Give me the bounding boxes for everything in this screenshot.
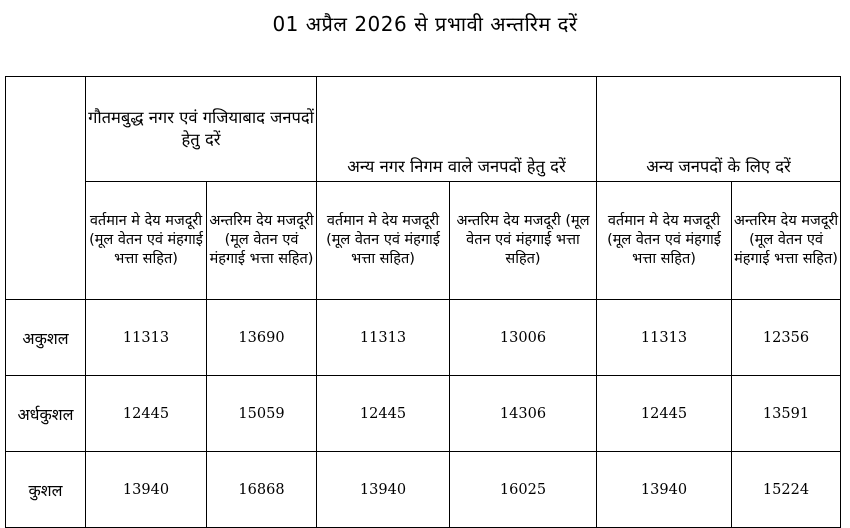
group-header-other-districts: अन्य जनपदों के लिए दरें <box>597 77 841 182</box>
subheader-current-wage: वर्तमान मे देय मजदूरी (मूल वेतन एवं मंहगाई भत्ता सहित) <box>86 182 207 300</box>
wage-value: 13006 <box>450 300 597 376</box>
row-label: अकुशल <box>6 300 86 376</box>
wage-value: 16868 <box>207 452 317 528</box>
wage-value: 12356 <box>732 300 841 376</box>
wage-value: 13591 <box>732 376 841 452</box>
wage-value: 13690 <box>207 300 317 376</box>
wage-value: 12445 <box>86 376 207 452</box>
group-header-row <box>6 77 841 182</box>
wage-rates-table <box>5 76 841 528</box>
row-label: कुशल <box>6 452 86 528</box>
corner-cell <box>6 77 86 300</box>
page-title: 01 अप्रैल 2026 से प्रभावी अन्तरिम दरें <box>272 12 578 36</box>
wage-value: 11313 <box>317 300 450 376</box>
wage-value: 12445 <box>317 376 450 452</box>
group-header-other-municipal: अन्य नगर निगम वाले जनपदों हेतु दरें <box>317 77 597 182</box>
wage-value: 13940 <box>597 452 732 528</box>
wage-value: 13940 <box>317 452 450 528</box>
subheader-interim-wage: अन्तरिम देय मजदूरी (मूल वेतन एवं मंहगाई भत्ता सहित) <box>207 182 317 300</box>
wage-value: 14306 <box>450 376 597 452</box>
subheader-current-wage: वर्तमान मे देय मजदूरी (मूल वेतन एवं मंहगाई भत्ता सहित) <box>597 182 732 300</box>
subheader-interim-wage: अन्तरिम देय मजदूरी (मूल वेतन एवं मंहगाई भत्ता सहित) <box>450 182 597 300</box>
subheader-current-wage: वर्तमान मे देय मजदूरी (मूल वेतन एवं मंहगाई भत्ता सहित) <box>317 182 450 300</box>
wage-value: 11313 <box>86 300 207 376</box>
table-row <box>6 300 841 376</box>
table-row <box>6 452 841 528</box>
sub-header-row <box>6 182 841 300</box>
row-label: अर्धकुशल <box>6 376 86 452</box>
wage-value: 13940 <box>86 452 207 528</box>
wage-value: 12445 <box>597 376 732 452</box>
wage-value: 15059 <box>207 376 317 452</box>
subheader-interim-wage: अन्तरिम देय मजदूरी (मूल वेतन एवं मंहगाई भत्ता सहित) <box>732 182 841 300</box>
wage-value: 11313 <box>597 300 732 376</box>
wage-value: 16025 <box>450 452 597 528</box>
group-header-gautam-buddh-nagar: गौतमबुद्ध नगर एवं गजियाबाद जनपदों हेतु दरें <box>86 77 317 182</box>
wage-value: 15224 <box>732 452 841 528</box>
table-row <box>6 376 841 452</box>
